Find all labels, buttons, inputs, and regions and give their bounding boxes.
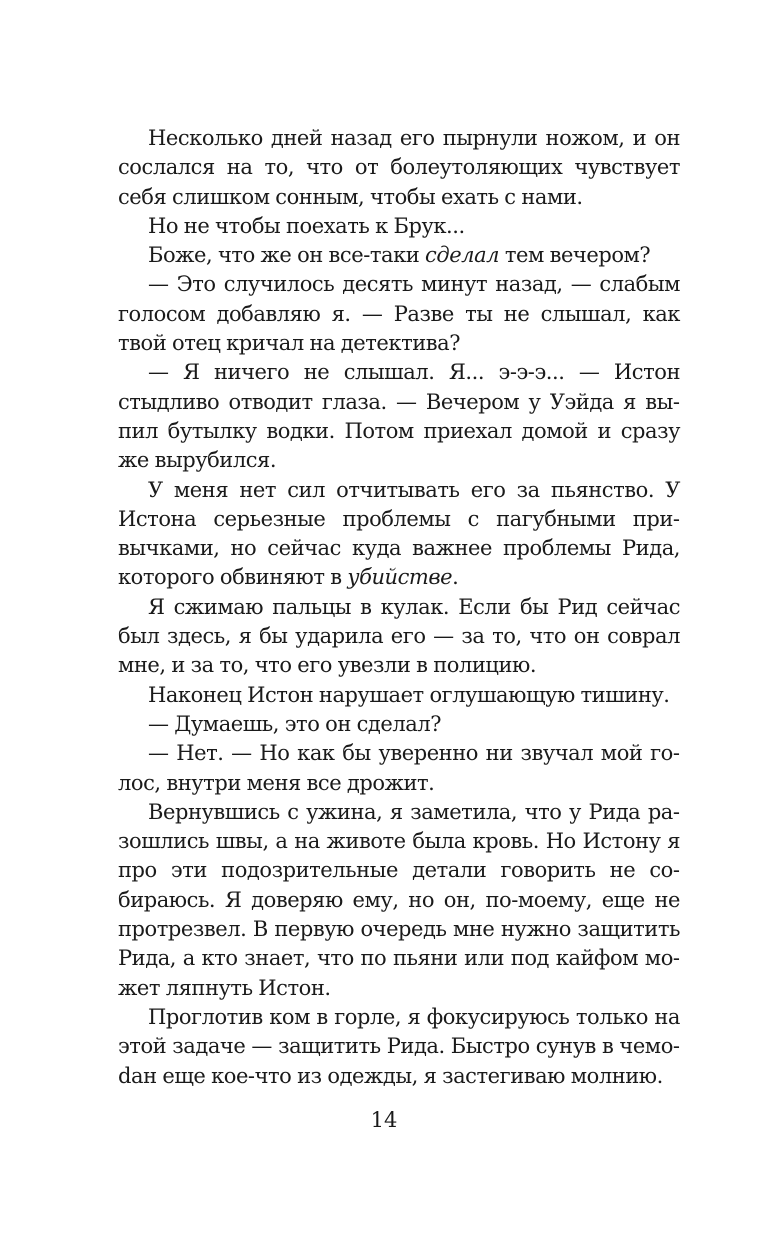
paragraph-6: У меня нет сил отчитывать его за пьянство. У Истона серьезные проблемы с пагубными привычками, но сейчас куда важнее проблемы Рида, которого обвиняют в убийстве.: [118, 477, 680, 590]
paragraph-11: Вернувшись с ужина, я заметила, что у Рида разошлись швы, а на животе была кровь. Но Истону я про эти подозрительные детали говорить не собираюсь. Я доверяю ему, но он, по-моему, еще не протрезвел. В первую очередь мне нужно защитить Рида, а кто знает, что по пьяни или под кайфом может ляпнуть Истон.: [118, 799, 680, 1000]
paragraph-1: Несколько дней назад его пырнули ножом, и он сослался на то, что от болеутоляющих чувствует себя слишком сонным, чтобы ехать с нами.: [118, 126, 680, 209]
page-body: [118, 124, 680, 1091]
paragraph-8: Наконец Истон нарушает оглушающую тишину.: [148, 682, 670, 707]
paragraph-5: — Я ничего не слышал. Я... э-э-э... — Истон стыдливо отводит глаза. — Вечером у Уэйда я выпил бутылку водки. Потом приехал домой и сразу же вырубился.: [118, 360, 680, 473]
paragraph-4: — Это случилось десять минут назад, — слабым голосом добавляю я. — Разве ты не слышал, как твой отец кричал на детектива?: [118, 272, 680, 356]
paragraph-3: Боже, что же он все-таки сделал тем вечером?: [148, 243, 651, 268]
paragraph-12: Проглотив ком в горле, я фокусируюсь только на этой задаче — защитить Рида. Быстро сунув в чемоdан еще кое-что из одежды, я застегиваю молнию.: [118, 1004, 680, 1088]
paragraph-10: — Нет. — Но как бы уверенно ни звучал мой голос, внутри меня все дрожит.: [118, 741, 680, 795]
italic-emphasis: сделал: [425, 243, 500, 268]
paragraph-9: — Думаешь, это он сделал?: [148, 711, 442, 736]
page-number: 14: [370, 1108, 398, 1132]
paragraph-7: Я сжимаю пальцы в кулак. Если бы Рид сейчас был здесь, я бы ударила его — за то, что он соврал мне, и за то, что его увезли в полицию.: [118, 594, 680, 678]
paragraph-2: Но не чтобы поехать к Брук...: [148, 213, 465, 238]
italic-emphasis: убийстве: [347, 565, 453, 590]
